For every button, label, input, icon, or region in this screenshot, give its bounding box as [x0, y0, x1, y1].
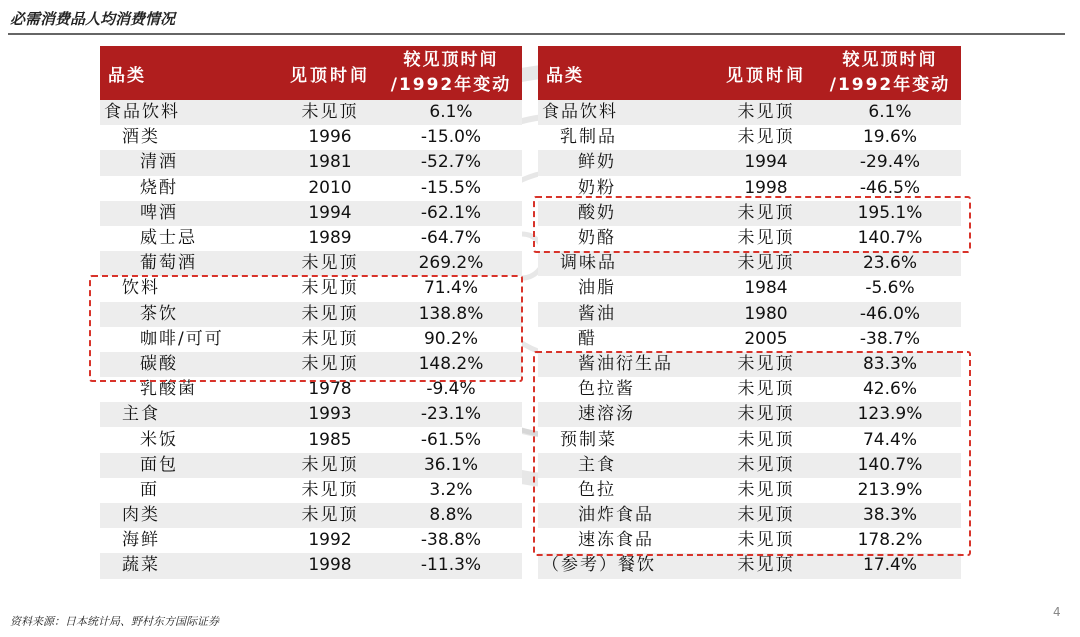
cell-category: 速溶汤	[538, 402, 713, 427]
table-row	[538, 125, 961, 150]
cell-category: 油炸食品	[538, 503, 713, 528]
cell-category: 食品饮料	[100, 100, 280, 125]
cell-change: -29.4%	[819, 150, 961, 175]
cell-category: 色拉酱	[538, 377, 713, 402]
cell-peak-time: 未见顶	[280, 251, 380, 276]
table-row	[538, 302, 961, 327]
cell-peak-time: 未见顶	[280, 503, 380, 528]
cell-category: 主食	[538, 453, 713, 478]
cell-change: -23.1%	[380, 402, 522, 427]
cell-category: 威士忌	[100, 226, 280, 251]
cell-change: 74.4%	[819, 427, 961, 452]
table-row	[538, 327, 961, 352]
table-row	[538, 503, 961, 528]
cell-change: 90.2%	[380, 327, 522, 352]
cell-peak-time: 未见顶	[280, 327, 380, 352]
cell-category: 葡萄酒	[100, 251, 280, 276]
cell-category: 食品饮料	[538, 100, 713, 125]
cell-category: 海鲜	[100, 528, 280, 553]
table-right-body	[538, 100, 961, 579]
cell-peak-time: 未见顶	[713, 201, 819, 226]
cell-category: 乳制品	[538, 125, 713, 150]
cell-category: 酱油衍生品	[538, 352, 713, 377]
cell-category: 饮料	[100, 276, 280, 301]
cell-category: （参考）餐饮	[538, 553, 713, 578]
header-change-line2: /1992年变动	[390, 75, 512, 95]
table-row	[100, 251, 522, 276]
table-row	[538, 226, 961, 251]
table-row	[100, 402, 522, 427]
table-row	[100, 352, 522, 377]
cell-change: 23.6%	[819, 251, 961, 276]
cell-peak-time: 未见顶	[280, 302, 380, 327]
table-row	[538, 352, 961, 377]
cell-change: -38.7%	[819, 327, 961, 352]
table-row	[100, 100, 522, 125]
page-number: 4	[1053, 605, 1061, 619]
table-row	[100, 553, 522, 578]
cell-change: 269.2%	[380, 251, 522, 276]
table-row	[538, 276, 961, 301]
table-row	[100, 478, 522, 503]
cell-peak-time: 1992	[280, 528, 380, 553]
cell-change: -46.5%	[819, 176, 961, 201]
table-row	[538, 453, 961, 478]
cell-change: -62.1%	[380, 201, 522, 226]
cell-category: 烧酎	[100, 176, 280, 201]
cell-change: 123.9%	[819, 402, 961, 427]
table-row	[538, 553, 961, 578]
cell-category: 速冻食品	[538, 528, 713, 553]
cell-peak-time: 2005	[713, 327, 819, 352]
cell-peak-time: 1984	[713, 276, 819, 301]
cell-peak-time: 未见顶	[280, 478, 380, 503]
cell-category: 调味品	[538, 251, 713, 276]
cell-peak-time: 未见顶	[713, 453, 819, 478]
cell-peak-time: 未见顶	[713, 377, 819, 402]
cell-change: -61.5%	[380, 427, 522, 452]
table-row	[538, 402, 961, 427]
header-peak-time: 见顶时间	[713, 46, 819, 100]
cell-peak-time: 2010	[280, 176, 380, 201]
table-row	[100, 226, 522, 251]
cell-peak-time: 未见顶	[713, 226, 819, 251]
table-row	[538, 251, 961, 276]
cell-category: 酱油	[538, 302, 713, 327]
cell-change: 19.6%	[819, 125, 961, 150]
cell-category: 油脂	[538, 276, 713, 301]
table-row	[100, 302, 522, 327]
cell-peak-time: 未见顶	[280, 352, 380, 377]
table-left	[100, 46, 522, 579]
cell-peak-time: 1993	[280, 402, 380, 427]
cell-peak-time: 未见顶	[713, 553, 819, 578]
cell-category: 酸奶	[538, 201, 713, 226]
table-row	[538, 100, 961, 125]
cell-peak-time: 1989	[280, 226, 380, 251]
cell-change: 148.2%	[380, 352, 522, 377]
cell-peak-time: 未见顶	[280, 453, 380, 478]
cell-peak-time: 未见顶	[713, 402, 819, 427]
cell-peak-time: 未见顶	[713, 528, 819, 553]
cell-peak-time: 1998	[280, 553, 380, 578]
cell-category: 乳酸菌	[100, 377, 280, 402]
cell-change: 138.8%	[380, 302, 522, 327]
cell-category: 面	[100, 478, 280, 503]
table-row	[100, 528, 522, 553]
table-row	[100, 503, 522, 528]
table-row	[100, 176, 522, 201]
table-row	[538, 478, 961, 503]
cell-peak-time: 未见顶	[280, 100, 380, 125]
page-title: 必需消费品人均消费情况	[10, 10, 176, 28]
cell-category: 面包	[100, 453, 280, 478]
source-note: 资料来源：日本统计局、野村东方国际证券	[10, 615, 219, 628]
cell-category: 清酒	[100, 150, 280, 175]
cell-change: -52.7%	[380, 150, 522, 175]
cell-peak-time: 1978	[280, 377, 380, 402]
table-row	[100, 150, 522, 175]
header-change-line1: 较见顶时间	[403, 50, 499, 70]
header-category: 品类	[100, 46, 280, 100]
table-row	[538, 150, 961, 175]
header-category: 品类	[538, 46, 713, 100]
table-row	[100, 377, 522, 402]
cell-peak-time: 1994	[280, 201, 380, 226]
table-row	[100, 453, 522, 478]
cell-change: 36.1%	[380, 453, 522, 478]
cell-category: 醋	[538, 327, 713, 352]
cell-peak-time: 未见顶	[280, 276, 380, 301]
cell-peak-time: 1998	[713, 176, 819, 201]
cell-category: 鲜奶	[538, 150, 713, 175]
cell-category: 碳酸	[100, 352, 280, 377]
cell-category: 米饭	[100, 427, 280, 452]
cell-change: -15.5%	[380, 176, 522, 201]
cell-change: 6.1%	[380, 100, 522, 125]
cell-peak-time: 1981	[280, 150, 380, 175]
cell-change: -11.3%	[380, 553, 522, 578]
table-left-header	[100, 46, 522, 100]
cell-category: 预制菜	[538, 427, 713, 452]
cell-peak-time: 未见顶	[713, 478, 819, 503]
cell-peak-time: 未见顶	[713, 503, 819, 528]
cell-change: 71.4%	[380, 276, 522, 301]
cell-change: -15.0%	[380, 125, 522, 150]
table-row	[538, 377, 961, 402]
cell-peak-time: 1996	[280, 125, 380, 150]
table-row	[538, 176, 961, 201]
cell-category: 茶饮	[100, 302, 280, 327]
cell-peak-time: 未见顶	[713, 125, 819, 150]
cell-peak-time: 1985	[280, 427, 380, 452]
title-divider	[8, 33, 1065, 35]
table-row	[538, 528, 961, 553]
cell-peak-time: 未见顶	[713, 352, 819, 377]
cell-category: 酒类	[100, 125, 280, 150]
cell-category: 奶酪	[538, 226, 713, 251]
cell-change: 178.2%	[819, 528, 961, 553]
cell-change: 140.7%	[819, 453, 961, 478]
cell-change: 213.9%	[819, 478, 961, 503]
header-change-line1: 较见顶时间	[842, 50, 938, 70]
cell-change: -38.8%	[380, 528, 522, 553]
cell-category: 奶粉	[538, 176, 713, 201]
cell-change: -46.0%	[819, 302, 961, 327]
cell-change: 17.4%	[819, 553, 961, 578]
cell-category: 主食	[100, 402, 280, 427]
table-left-body	[100, 100, 522, 579]
cell-change: -9.4%	[380, 377, 522, 402]
table-right	[538, 46, 961, 579]
cell-change: 3.2%	[380, 478, 522, 503]
cell-category: 咖啡/可可	[100, 327, 280, 352]
table-row	[538, 427, 961, 452]
cell-change: 195.1%	[819, 201, 961, 226]
cell-category: 肉类	[100, 503, 280, 528]
table-row	[100, 427, 522, 452]
cell-peak-time: 未见顶	[713, 427, 819, 452]
cell-category: 啤酒	[100, 201, 280, 226]
cell-change: 83.3%	[819, 352, 961, 377]
table-row	[100, 276, 522, 301]
cell-peak-time: 未见顶	[713, 100, 819, 125]
table-row	[538, 201, 961, 226]
table-right-header	[538, 46, 961, 100]
cell-change: 42.6%	[819, 377, 961, 402]
cell-change: 6.1%	[819, 100, 961, 125]
cell-change: -5.6%	[819, 276, 961, 301]
cell-category: 蔬菜	[100, 553, 280, 578]
cell-change: -64.7%	[380, 226, 522, 251]
header-change	[380, 46, 522, 100]
cell-change: 140.7%	[819, 226, 961, 251]
cell-category: 色拉	[538, 478, 713, 503]
cell-peak-time: 未见顶	[713, 251, 819, 276]
cell-peak-time: 1994	[713, 150, 819, 175]
cell-peak-time: 1980	[713, 302, 819, 327]
table-row	[100, 201, 522, 226]
cell-change: 8.8%	[380, 503, 522, 528]
header-change	[819, 46, 961, 100]
cell-change: 38.3%	[819, 503, 961, 528]
header-change-line2: /1992年变动	[829, 75, 951, 95]
table-row	[100, 125, 522, 150]
table-row	[100, 327, 522, 352]
header-peak-time: 见顶时间	[280, 46, 380, 100]
